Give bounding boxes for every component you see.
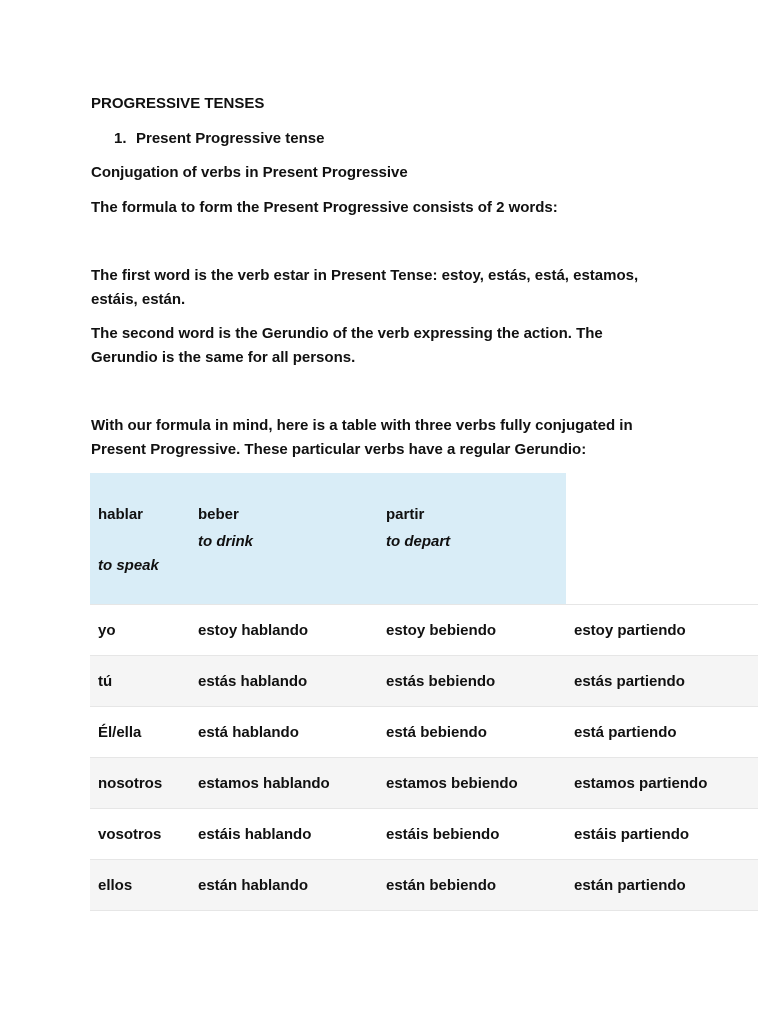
form-cell: estoy partiendo (566, 605, 758, 656)
formula-intro-paragraph: The formula to form the Present Progressive consists of 2 words: (91, 199, 558, 216)
form-cell: estáis partiendo (566, 809, 758, 860)
numbered-list-item (114, 127, 324, 151)
table-intro-line-2: Present Progressive. These particular verbs have a regular Gerundio: (91, 441, 587, 458)
table-row (90, 707, 758, 758)
table-row (90, 605, 758, 656)
form-cell: está partiendo (566, 707, 758, 758)
form-cell: estáis hablando (190, 809, 378, 860)
table-intro-line-1: With our formula in mind, here is a table with three verbs fully conjugated in (91, 417, 633, 434)
header-cell-beber (190, 473, 378, 605)
header-cell-partir (378, 473, 566, 605)
person-cell: ellos (90, 860, 190, 911)
header-verb: hablar (98, 506, 144, 523)
form-cell: estamos partiendo (566, 758, 758, 809)
table-header-row (90, 473, 758, 605)
header-translation: to depart (386, 533, 451, 550)
person-cell: Él/ella (90, 707, 190, 758)
person-cell: nosotros (90, 758, 190, 809)
table-row (90, 809, 758, 860)
person-cell: yo (90, 605, 190, 656)
conjugation-table (90, 473, 758, 911)
second-word-line-2: Gerundio is the same for all persons. (91, 349, 356, 366)
form-cell: está bebiendo (378, 707, 566, 758)
form-cell: estáis bebiendo (378, 809, 566, 860)
header-cell-hablar (90, 473, 190, 605)
form-cell: están bebiendo (378, 860, 566, 911)
header-translation: to speak (98, 557, 159, 574)
subheading: Conjugation of verbs in Present Progressive (91, 164, 408, 181)
list-item-text: Present Progressive tense (136, 130, 325, 147)
first-word-line-1: The first word is the verb estar in Present Tense: estoy, estás, está, estamos, (91, 267, 639, 284)
page-title: PROGRESSIVE TENSES (91, 95, 265, 112)
header-verb: beber (198, 506, 239, 523)
form-cell: estamos hablando (190, 758, 378, 809)
form-cell: están hablando (190, 860, 378, 911)
form-cell: estoy bebiendo (378, 605, 566, 656)
person-cell: vosotros (90, 809, 190, 860)
form-cell: estás hablando (190, 656, 378, 707)
form-cell: estás bebiendo (378, 656, 566, 707)
form-cell: estoy hablando (190, 605, 378, 656)
header-translation: to drink (198, 533, 253, 550)
second-word-line-1: The second word is the Gerundio of the verb expressing the action. The (91, 325, 603, 342)
table-row (90, 860, 758, 911)
table-row (90, 656, 758, 707)
form-cell: estás partiendo (566, 656, 758, 707)
table-row (90, 758, 758, 809)
header-verb: partir (386, 506, 425, 523)
form-cell: están partiendo (566, 860, 758, 911)
form-cell: estamos bebiendo (378, 758, 566, 809)
header-cell-empty (566, 473, 758, 605)
person-cell: tú (90, 656, 190, 707)
first-word-line-2: estáis, están. (91, 291, 186, 308)
list-number: 1. (114, 130, 127, 147)
form-cell: está hablando (190, 707, 378, 758)
